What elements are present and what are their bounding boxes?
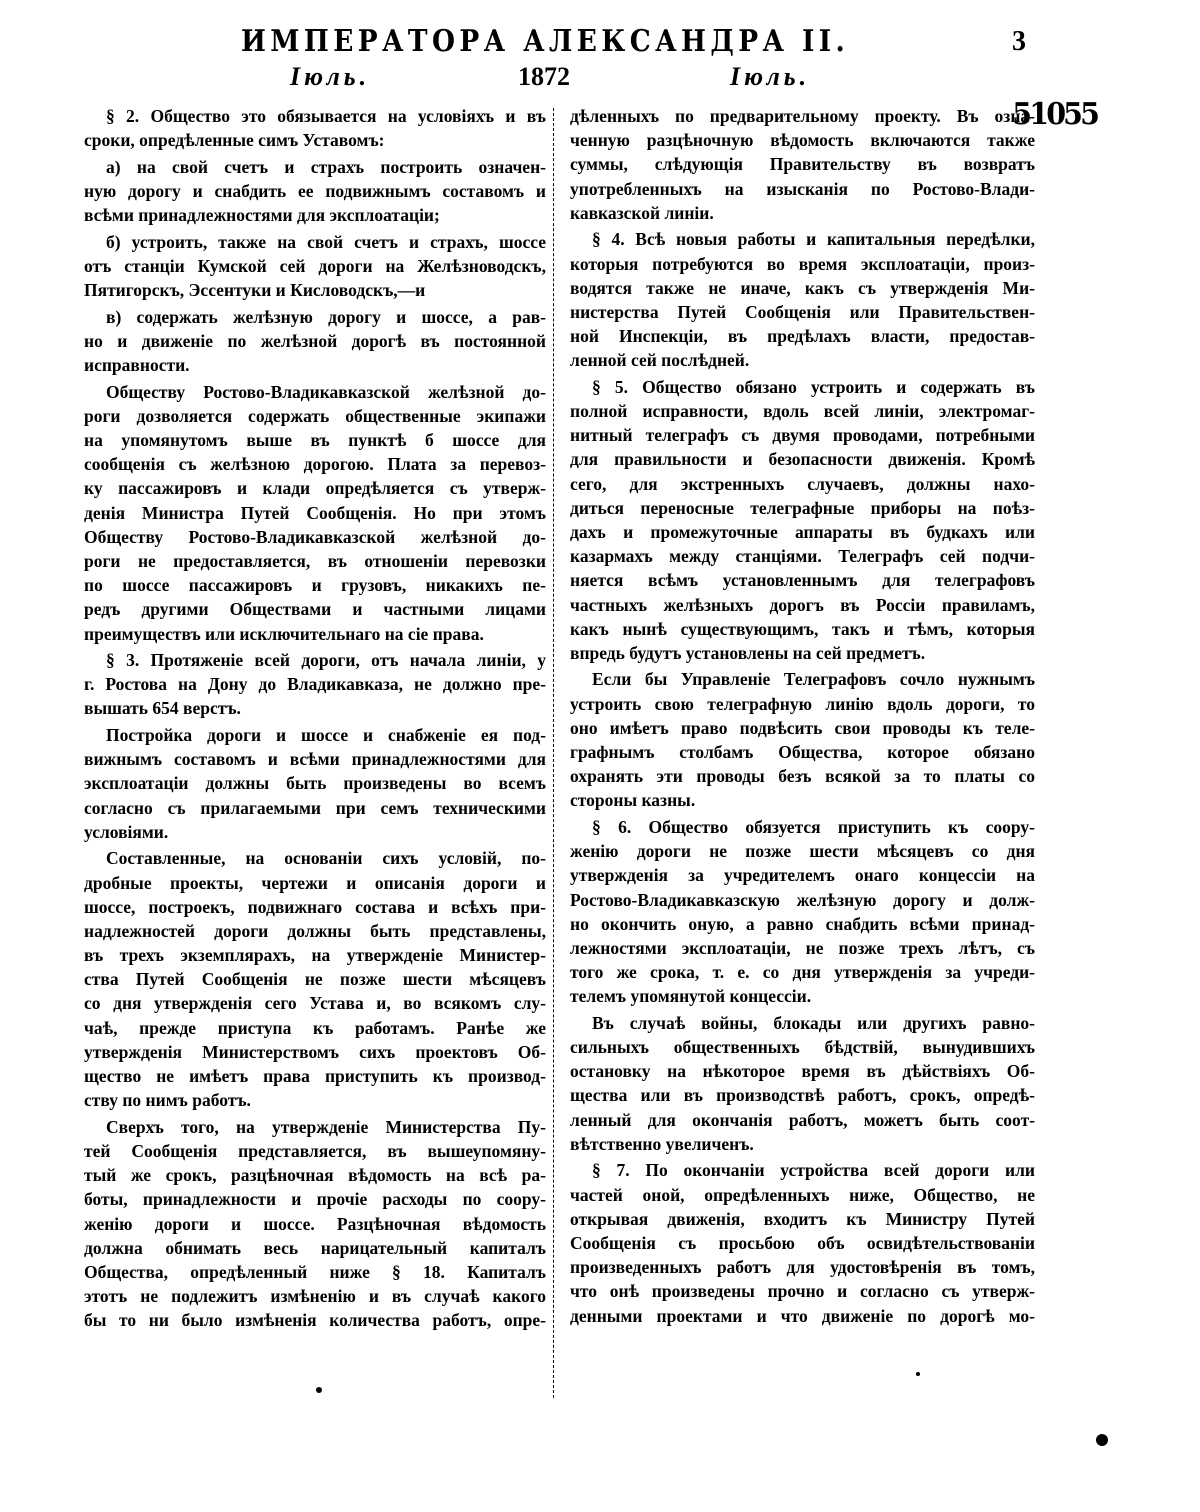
text-line: § 7. По окончаніи устройства всей дороги или — [592, 1160, 1035, 1181]
text-line: б) устроить, также на свой счетъ и страхъ, шоссе — [106, 231, 546, 252]
month-left: Іюль. — [290, 62, 371, 91]
text-line: лежностями эксплоатаціи, не позже трехъ лѣтъ, съ — [570, 937, 1035, 958]
text-line: денными проектами и что движеніе по дорогѣ мо- — [570, 1305, 1035, 1326]
text-line: шоссе, построекъ, подвижнаго состава и всѣхъ при- — [84, 896, 546, 917]
text-line: женію дороги и шоссе. Разцѣночная вѣдомость — [84, 1213, 546, 1234]
paragraph — [84, 1115, 546, 1333]
text-line: § 6. Общество обязуется приступить къ соору- — [592, 817, 1035, 837]
text-line: казармахъ между станціями. Телеграфъ сей подчи- — [570, 546, 1035, 567]
text-line: эксплоатаціи должны быть произведены во всемъ — [84, 773, 546, 794]
text-line: Общества, опредѣленный ниже § 18. Капиталъ — [84, 1261, 546, 1282]
text-line: вижнымъ составомъ и всѣми принадлежностями для — [84, 749, 546, 770]
paragraph — [84, 104, 546, 152]
text-line: нистерства Путей Сообщенія или Правительствен- — [570, 301, 1035, 322]
text-line: для правильности и безопасности движенія. Кромѣ — [570, 449, 1035, 470]
text-line: остановку на нѣкоторое время въ дѣйствіяхъ Об- — [570, 1061, 1035, 1082]
text-line: ству по нимъ работъ. — [84, 1090, 251, 1111]
text-line: роги не предоставляется, въ отношеніи перевозки — [84, 550, 546, 571]
paragraph — [570, 815, 1035, 1009]
print-speck — [916, 1372, 920, 1376]
paragraph — [570, 227, 1035, 372]
text-line: отъ станціи Кумской сей дороги на Желѣзноводскъ, — [84, 255, 546, 276]
text-line: сроки, опредѣленные симъ Уставомъ: — [84, 130, 385, 151]
paragraph — [84, 155, 546, 228]
text-line: что онѣ произведены прочно и согласно съ утверж- — [570, 1281, 1035, 1302]
text-line: Сообщенія съ просьбою объ освидѣтельствованіи — [570, 1232, 1035, 1253]
text-line: г. Ростова на Дону до Владикавказа, не должно пре- — [84, 674, 546, 695]
text-line: Если бы Управленіе Телеграфовъ сочло нужнымъ — [592, 669, 1035, 690]
text-line: этотъ не подлежитъ измѣненію и въ случаѣ какого — [84, 1286, 546, 1307]
text-line: кавказской линіи. — [570, 202, 714, 223]
text-line: графнымъ столбамъ Общества, которое обязано — [570, 742, 1035, 763]
text-line: условіями. — [84, 821, 169, 842]
text-line: тый же срокъ, разцѣночная вѣдомость на всѣ ра- — [84, 1165, 546, 1186]
text-line: согласно съ прилагаемыми при семъ техническими — [84, 797, 546, 818]
paragraph — [84, 648, 546, 721]
text-line: дѣленныхъ по предварительному проекту. Въ озна- — [570, 106, 1035, 126]
text-line: водятся также не иначе, какъ съ утвержденія Ми- — [570, 277, 1035, 298]
right-column — [570, 104, 1035, 1330]
page-number: 3 — [1012, 26, 1026, 57]
text-line: произведенныхъ работъ для удостовѣренія въ томъ, — [570, 1257, 1035, 1278]
text-line: какъ нынѣ существующимъ, такъ и тѣмъ, которыя — [570, 618, 1035, 639]
left-column — [84, 104, 546, 1335]
text-line: которыя потребуются во время эксплоатаціи, произ- — [570, 253, 1035, 274]
text-line: щество не имѣетъ права приступить къ производ- — [84, 1066, 546, 1087]
text-line: въ трехъ экземплярахъ, на утвержденіе Министер- — [84, 945, 546, 966]
law-number: 51055 — [1012, 97, 1098, 132]
column-divider — [553, 108, 554, 1398]
text-line: Пятигорскъ, Эссентуки и Кисловодскъ,—и — [84, 280, 426, 301]
text-line: диться переносные телеграфные приборы на поѣз- — [570, 497, 1035, 518]
text-line: женію дороги не позже шести мѣсяцевъ со дня — [570, 841, 1035, 862]
text-line: § 2. Общество это обязывается на условіяхъ и въ — [106, 106, 546, 126]
text-line: впредь будутъ установлены на сей предметъ. — [570, 642, 926, 663]
text-line: должна обнимать весь нарицательный капиталъ — [84, 1237, 546, 1258]
print-speck — [316, 1387, 322, 1393]
text-line: няется всѣмъ установленнымъ для телеграфовъ — [570, 570, 1035, 591]
text-line: сообщенія съ желѣзною дорогою. Плата за перевоз- — [84, 454, 546, 475]
text-line: Составленные, на основаніи сихъ условій, по- — [106, 848, 546, 869]
text-line: всѣми принадлежностями для эксплоатаціи; — [84, 205, 440, 226]
text-line: денія Министра Путей Сообщенія. Но при этомъ — [84, 502, 546, 523]
text-line: § 4. Всѣ новыя работы и капитальныя передѣлки, — [592, 229, 1035, 250]
page-header-title: ИМПЕРАТОРА АЛЕКСАНДРА II. — [240, 24, 850, 59]
text-line: Въ случаѣ войны, блокады или другихъ равно- — [592, 1012, 1035, 1033]
text-line: частныхъ желѣзныхъ дорогъ въ Россіи правиламъ, — [570, 594, 1035, 615]
text-line: тей Сообщенія представляется, въ вышеупомяну- — [84, 1141, 546, 1161]
text-line: открывая движенія, входитъ къ Министру Путей — [570, 1208, 1035, 1229]
text-line: ную дорогу и снабдить ее подвижнымъ составомъ и — [84, 180, 546, 201]
text-line: устроить свою телеграфную линію вдоль дороги, то — [570, 693, 1035, 714]
text-line: ленный для окончанія работъ, можетъ быть соот- — [570, 1109, 1035, 1130]
paragraph — [570, 104, 1035, 225]
text-line: телемъ упомянутой концессіи. — [570, 986, 812, 1007]
text-line: надлежностей дороги должны быть представлены, — [84, 920, 546, 941]
text-line: дахъ и промежуточные аппараты въ будкахъ или — [570, 521, 1035, 542]
text-line: дробные проекты, чертежи и описанія дороги и — [84, 872, 546, 893]
text-line: полной исправности, вдоль всей линіи, электромаг- — [570, 401, 1035, 422]
text-line: редъ другими Обществами и частными лицами — [84, 599, 546, 620]
text-line: суммы, слѣдующія Правительству въ возвратъ — [570, 154, 1035, 175]
text-line: на упомянутомъ выше въ пунктѣ б шоссе для — [84, 430, 546, 450]
text-line: бы то ни было измѣненія количества работъ, опре- — [84, 1310, 546, 1331]
text-line: Ростово-Владикавказскую желѣзную дорогу и долж- — [570, 889, 1035, 910]
text-line: употребленныхъ на изысканія по Ростово-Влади- — [570, 178, 1035, 199]
paragraph — [84, 380, 546, 646]
text-line: боты, принадлежности и прочіе расходы по соору- — [84, 1189, 546, 1210]
text-line: § 3. Протяженіе всей дороги, отъ начала линіи, у — [106, 650, 546, 671]
text-line: утвержденія за учредителемъ онаго концессіи на — [570, 865, 1035, 886]
paragraph — [84, 305, 546, 378]
text-line: сего, для экстренныхъ случаевъ, должны нахо- — [570, 473, 1035, 494]
text-line: а) на свой счетъ и страхъ построить означен- — [106, 156, 546, 177]
text-line: исправности. — [84, 355, 190, 376]
text-line: Сверхъ того, на утвержденіе Министерства Пу- — [106, 1116, 546, 1137]
text-line: роги дозволяется содержать общественные экипажи — [84, 405, 546, 426]
text-line: по шоссе пассажировъ и грузовъ, никакихъ пе- — [84, 575, 546, 596]
text-line: ной Инспекціи, въ предѣлахъ власти, предостав- — [570, 326, 1035, 347]
text-line: со дня утвержденія сего Устава и, во всякомъ слу- — [84, 993, 546, 1014]
text-line: вышать 654 верстъ. — [84, 698, 241, 719]
paragraph — [570, 1158, 1035, 1327]
paragraph — [84, 230, 546, 303]
text-line: ку пассажировъ и клади опредѣляется съ утверж- — [84, 478, 546, 499]
text-line: Обществу Ростово-Владикавказской желѣзной до- — [106, 381, 546, 402]
text-line: того же срока, т. е. со дня утвержденія за учреди- — [570, 962, 1035, 983]
text-line: оно имѣетъ право подвѣсить свои проводы къ теле- — [570, 717, 1035, 738]
text-line: § 5. Общество обязано устроить и содержать въ — [592, 376, 1035, 397]
text-line: Обществу Ростово-Владикавказской желѣзной до- — [84, 526, 546, 547]
text-line: нитный телеграфъ съ двумя проводами, потребными — [570, 425, 1035, 446]
paragraph — [570, 1011, 1035, 1156]
text-line: Постройка дороги и шоссе и снабженіе ея под- — [106, 725, 546, 746]
paragraph — [570, 667, 1035, 812]
text-line: ленной сей послѣдней. — [570, 350, 750, 371]
text-line: стороны казны. — [570, 790, 696, 811]
text-line: но окончить оную, а равно снабдить всѣми принад- — [570, 913, 1035, 934]
text-line: ства Путей Сообщенія не позже шести мѣсяцевъ — [84, 969, 546, 990]
text-line: вѣтственно увеличенъ. — [570, 1133, 754, 1154]
print-speck — [1096, 1434, 1108, 1446]
text-line: чаѣ, прежде приступа къ работамъ. Ранѣе же — [84, 1017, 546, 1038]
year: 1872 — [518, 62, 570, 91]
text-line: преимуществъ или исключительнаго на сіе права. — [84, 623, 484, 644]
paragraph — [570, 375, 1035, 665]
text-line: в) содержать желѣзную дорогу и шоссе, а рав- — [106, 306, 546, 327]
paragraph — [84, 723, 546, 844]
text-line: частей оной, опредѣленныхъ ниже, Общество, не — [570, 1184, 1035, 1205]
text-line: утвержденія Министерствомъ сихъ проектовъ Об- — [84, 1041, 546, 1062]
text-line: но и движеніе по желѣзной дорогѣ въ постоянной — [84, 330, 546, 351]
text-line: охранять эти проводы безъ всякой за то платы со — [570, 766, 1035, 787]
text-line: сильныхъ общественныхъ бѣдствій, вынудившихъ — [570, 1037, 1035, 1058]
month-right: Іюль. — [730, 62, 811, 91]
text-line: щества или въ производствѣ работъ, срокъ, опредѣ- — [570, 1085, 1035, 1106]
text-line: ченную разцѣночную вѣдомость включаются также — [570, 130, 1035, 151]
paragraph — [84, 846, 546, 1112]
